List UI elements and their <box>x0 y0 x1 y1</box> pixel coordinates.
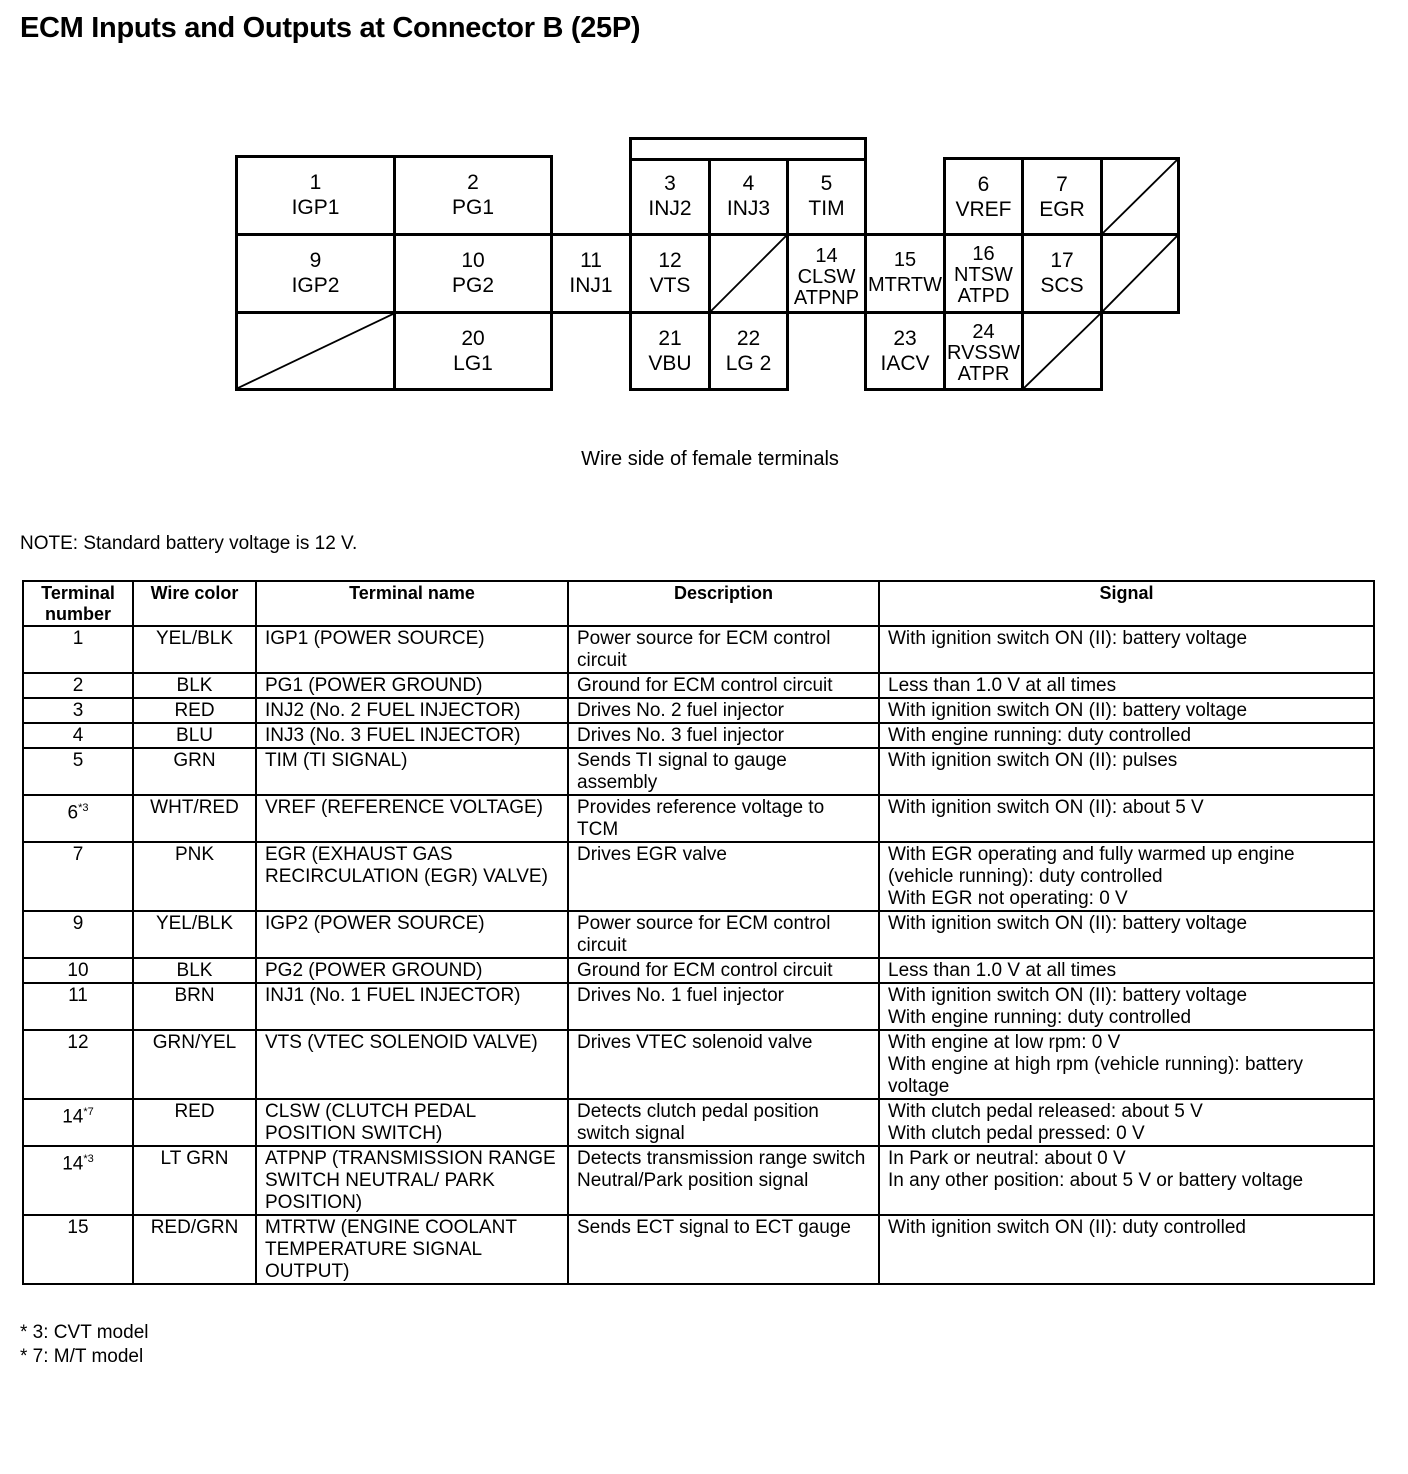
terminal-number: 1 <box>309 171 322 194</box>
terminal-number-text: 10 <box>67 960 89 981</box>
cell-description: Power source for ECM control circuit <box>568 911 879 958</box>
cell-description: Ground for ECM control circuit <box>568 958 879 983</box>
cell-terminal-number <box>23 842 133 911</box>
signal-text: Less than 1.0 V at all times <box>888 675 1117 696</box>
terminal-16 <box>943 233 1024 314</box>
terminal-number: 6 <box>977 173 990 196</box>
column-header-terminal-number: Terminal number <box>23 581 133 626</box>
terminal-number: 22 <box>736 327 761 350</box>
cell-terminal-number <box>23 698 133 723</box>
terminal-22 <box>708 311 789 391</box>
signal-text: In Park or neutral: about 0 V <box>888 1148 1126 1169</box>
terminal-number: 3 <box>664 172 676 195</box>
column-header-description: Description <box>568 581 879 626</box>
cell-terminal-name: TIM (TI SIGNAL) <box>256 748 568 795</box>
cell-signal <box>879 1030 1374 1099</box>
terminal-number: 20 <box>461 327 485 350</box>
terminal-number-text: 4 <box>72 725 84 746</box>
signal-text: With engine at low rpm: 0 V <box>888 1032 1121 1053</box>
terminal-24 <box>943 311 1024 391</box>
table-row <box>23 911 1374 958</box>
cell-signal <box>879 842 1374 911</box>
signal-text: With ignition switch ON (II): pulses <box>888 750 1178 771</box>
terminal-7 <box>1021 157 1103 236</box>
footnote-marker: *7 <box>83 1106 94 1118</box>
signal-text: With ignition switch ON (II): battery voltage <box>888 913 1248 934</box>
terminal-number-text: 6 <box>67 802 79 824</box>
terminal-label: IGP2 <box>291 274 340 297</box>
unused-slash-icon <box>1024 314 1100 388</box>
cell-wire-color: WHT/RED <box>133 795 256 842</box>
cell-description: Ground for ECM control circuit <box>568 673 879 698</box>
cell-description: Detects clutch pedal position switch signal <box>568 1099 879 1146</box>
terminal-label: IACV <box>880 352 930 375</box>
cell-terminal-name: VREF (REFERENCE VOLTAGE) <box>256 795 568 842</box>
signal-text: With ignition switch ON (II): duty controlled <box>888 1217 1246 1238</box>
cell-terminal-name: INJ3 (No. 3 FUEL INJECTOR) <box>256 723 568 748</box>
cell-terminal-number <box>23 1146 133 1215</box>
terminal-number-text: 3 <box>72 700 84 721</box>
cell-wire-color: PNK <box>133 842 256 911</box>
table-row <box>23 626 1374 673</box>
table-row <box>23 983 1374 1030</box>
terminal-14 <box>786 233 867 314</box>
terminal-13-unused <box>708 233 789 314</box>
cell-terminal-number <box>23 958 133 983</box>
terminal-number: 9 <box>309 249 322 272</box>
signal-text-secondary: With EGR not operating: 0 V <box>888 888 1128 909</box>
terminal-1 <box>235 155 396 236</box>
cell-description: Drives No. 3 fuel injector <box>568 723 879 748</box>
table-row <box>23 1099 1374 1146</box>
terminal-number-text: 14 <box>62 1106 84 1128</box>
cell-terminal-name: IGP1 (POWER SOURCE) <box>256 626 568 673</box>
cell-wire-color: RED/GRN <box>133 1215 256 1284</box>
table-row <box>23 673 1374 698</box>
cell-terminal-name: VTS (VTEC SOLENOID VALVE) <box>256 1030 568 1099</box>
signal-text: With ignition switch ON (II): about 5 V <box>888 797 1204 818</box>
signal-text-secondary: With clutch pedal pressed: 0 V <box>888 1123 1145 1144</box>
cell-wire-color: GRN <box>133 748 256 795</box>
terminal-number: 23 <box>893 327 917 350</box>
terminal-number: 24 <box>972 321 995 343</box>
cell-wire-color: BLK <box>133 673 256 698</box>
table-row <box>23 748 1374 795</box>
table-row <box>23 842 1374 911</box>
signal-text: With ignition switch ON (II): battery voltage <box>888 628 1248 649</box>
terminal-number: 11 <box>580 249 602 272</box>
terminal-12 <box>629 233 711 314</box>
terminal-25-unused <box>1021 311 1103 391</box>
cell-signal <box>879 983 1374 1030</box>
table-row <box>23 1215 1374 1284</box>
cell-signal <box>879 795 1374 842</box>
table-row <box>23 958 1374 983</box>
terminal-number: 16 <box>972 243 995 265</box>
cell-terminal-name: CLSW (CLUTCH PEDAL POSITION SWITCH) <box>256 1099 568 1146</box>
signal-text: With ignition switch ON (II): battery voltage <box>888 700 1248 721</box>
battery-note: NOTE: Standard battery voltage is 12 V. <box>20 533 358 554</box>
terminal-number: 2 <box>467 171 479 194</box>
cell-signal <box>879 911 1374 958</box>
terminal-number-text: 9 <box>72 913 84 934</box>
table-row <box>23 1146 1374 1215</box>
terminal-number: 21 <box>658 327 682 350</box>
terminal-label-alt: ATPR <box>957 363 1010 385</box>
terminal-label-alt: ATPNP <box>793 287 860 309</box>
column-header-wire-color: Wire color <box>133 581 256 626</box>
table-row <box>23 1030 1374 1099</box>
terminal-number: 14 <box>815 245 838 267</box>
terminal-3 <box>629 158 711 236</box>
signal-text-secondary: With engine running: duty controlled <box>888 1007 1192 1028</box>
cell-signal <box>879 748 1374 795</box>
terminal-table <box>22 580 1375 1285</box>
cell-wire-color: YEL/BLK <box>133 911 256 958</box>
cell-terminal-name: MTRTW (ENGINE COOLANT TEMPERATURE SIGNAL OUTPUT) <box>256 1215 568 1284</box>
terminal-label: VTS <box>649 274 691 297</box>
terminal-17 <box>1021 233 1103 314</box>
terminal-number-text: 5 <box>72 750 84 771</box>
terminal-label: VREF <box>955 198 1012 221</box>
cell-terminal-number <box>23 673 133 698</box>
cell-wire-color: YEL/BLK <box>133 626 256 673</box>
terminal-label: LG1 <box>453 352 493 375</box>
terminal-label: EGR <box>1039 198 1085 221</box>
terminal-8-unused <box>1100 157 1180 236</box>
terminal-label: LG 2 <box>725 352 772 375</box>
signal-text-secondary: With engine at high rpm (vehicle running): battery voltage <box>888 1054 1304 1097</box>
terminal-label: INJ2 <box>648 197 692 220</box>
footnote-marker: *3 <box>83 1153 94 1165</box>
table-body <box>23 626 1374 1284</box>
cell-wire-color: RED <box>133 1099 256 1146</box>
terminal-2 <box>393 155 553 236</box>
terminal-label: SCS <box>1040 274 1084 297</box>
table-header-row <box>23 581 1374 626</box>
cell-signal <box>879 1099 1374 1146</box>
terminal-number: 7 <box>1056 173 1068 196</box>
terminal-10 <box>393 233 553 314</box>
cell-signal <box>879 626 1374 673</box>
terminal-number: 15 <box>893 249 917 271</box>
terminal-number: 5 <box>820 172 833 195</box>
signal-text: With engine running: duty controlled <box>888 725 1192 746</box>
unused-slash-icon <box>1103 160 1177 233</box>
terminal-23 <box>864 311 946 391</box>
terminal-11 <box>550 233 632 314</box>
terminal-label: INJ1 <box>569 274 613 297</box>
cell-signal <box>879 673 1374 698</box>
column-header-terminal-name: Terminal name <box>256 581 568 626</box>
terminal-label: INJ3 <box>726 197 771 220</box>
signal-text: With clutch pedal released: about 5 V <box>888 1101 1203 1122</box>
terminal-number: 4 <box>742 172 755 195</box>
signal-text: With EGR operating and fully warmed up engine (vehicle running): duty controlled <box>888 844 1295 887</box>
cell-terminal-name: IGP2 (POWER SOURCE) <box>256 911 568 958</box>
cell-description: Detects transmission range switch Neutral/Park position signal <box>568 1146 879 1215</box>
cell-wire-color: BRN <box>133 983 256 1030</box>
cell-signal <box>879 1146 1374 1215</box>
terminal-6 <box>943 157 1024 236</box>
terminal-4 <box>708 158 789 236</box>
terminal-label: IGP1 <box>291 196 340 219</box>
footnotes <box>20 1321 148 1369</box>
terminal-number-text: 2 <box>72 675 84 696</box>
cell-wire-color: GRN/YEL <box>133 1030 256 1099</box>
terminal-label: PG1 <box>451 196 495 219</box>
cell-terminal-name: PG2 (POWER GROUND) <box>256 958 568 983</box>
signal-text: With ignition switch ON (II): battery voltage <box>888 985 1248 1006</box>
terminal-number-text: 11 <box>68 985 88 1006</box>
terminal-number-text: 1 <box>72 628 84 649</box>
terminal-number: 10 <box>461 249 485 272</box>
terminal-18-unused <box>1100 233 1180 314</box>
signal-text: Less than 1.0 V at all times <box>888 960 1117 981</box>
cell-description: Power source for ECM control circuit <box>568 626 879 673</box>
cell-signal <box>879 723 1374 748</box>
cell-terminal-number <box>23 1030 133 1099</box>
footnote: * 3: CVT model <box>20 1322 149 1343</box>
cell-description: Drives No. 1 fuel injector <box>568 983 879 1030</box>
terminal-label: MTRTW <box>867 274 943 296</box>
terminal-label: VBU <box>648 352 692 375</box>
footnote: * 7: M/T model <box>20 1346 144 1367</box>
terminal-20 <box>393 311 553 391</box>
table-row <box>23 723 1374 748</box>
page-title: ECM Inputs and Outputs at Connector B (25P) <box>20 12 641 44</box>
terminal-label-alt: ATPD <box>957 285 1010 307</box>
cell-terminal-name: ATPNP (TRANSMISSION RANGE SWITCH NEUTRAL/ PARK POSITION) <box>256 1146 568 1215</box>
cell-description: Sends TI signal to gauge assembly <box>568 748 879 795</box>
terminal-label: PG2 <box>451 274 495 297</box>
cell-wire-color: BLK <box>133 958 256 983</box>
terminal-9 <box>235 233 396 314</box>
diagram-caption: Wire side of female terminals <box>581 448 839 470</box>
terminal-number-text: 15 <box>67 1217 89 1238</box>
terminal-number: 12 <box>658 249 682 272</box>
cell-description: Drives EGR valve <box>568 842 879 911</box>
unused-slash-icon <box>711 236 786 311</box>
cell-terminal-number <box>23 626 133 673</box>
cell-terminal-number <box>23 1099 133 1146</box>
cell-terminal-number <box>23 748 133 795</box>
cell-terminal-name: PG1 (POWER GROUND) <box>256 673 568 698</box>
terminal-number-text: 14 <box>62 1153 84 1175</box>
terminal-label: CLSW <box>797 266 856 288</box>
signal-text-secondary: In any other position: about 5 V or battery voltage <box>888 1170 1304 1191</box>
cell-signal <box>879 698 1374 723</box>
cell-wire-color: RED <box>133 698 256 723</box>
cell-terminal-number <box>23 983 133 1030</box>
table-row <box>23 698 1374 723</box>
column-header-signal: Signal <box>879 581 1374 626</box>
unused-slash-icon <box>238 314 393 388</box>
table-row <box>23 795 1374 842</box>
cell-description: Provides reference voltage to TCM <box>568 795 879 842</box>
terminal-21 <box>629 311 711 391</box>
footnote-marker: *3 <box>78 802 89 814</box>
unused-slash-icon <box>1103 236 1177 311</box>
terminal-15 <box>864 233 946 314</box>
cell-description: Drives No. 2 fuel injector <box>568 698 879 723</box>
terminal-label: RVSSW <box>947 342 1020 364</box>
terminal-number: 17 <box>1050 249 1074 272</box>
cell-terminal-number <box>23 1215 133 1284</box>
cell-wire-color: LT GRN <box>133 1146 256 1215</box>
terminal-label: NTSW <box>954 264 1013 286</box>
terminal-19-unused <box>235 311 396 391</box>
terminal-label: TIM <box>808 197 845 220</box>
cell-signal <box>879 958 1374 983</box>
terminal-number-text: 7 <box>72 844 84 865</box>
terminal-5 <box>786 158 867 236</box>
cell-description: Sends ECT signal to ECT gauge <box>568 1215 879 1284</box>
cell-signal <box>879 1215 1374 1284</box>
cell-terminal-number <box>23 911 133 958</box>
cell-terminal-number <box>23 723 133 748</box>
cell-terminal-name: EGR (EXHAUST GAS RECIRCULATION (EGR) VALVE) <box>256 842 568 911</box>
cell-terminal-number <box>23 795 133 842</box>
cell-terminal-name: INJ1 (No. 1 FUEL INJECTOR) <box>256 983 568 1030</box>
terminal-number-text: 12 <box>67 1032 89 1053</box>
cell-terminal-name: INJ2 (No. 2 FUEL INJECTOR) <box>256 698 568 723</box>
cell-description: Drives VTEC solenoid valve <box>568 1030 879 1099</box>
cell-wire-color: BLU <box>133 723 256 748</box>
